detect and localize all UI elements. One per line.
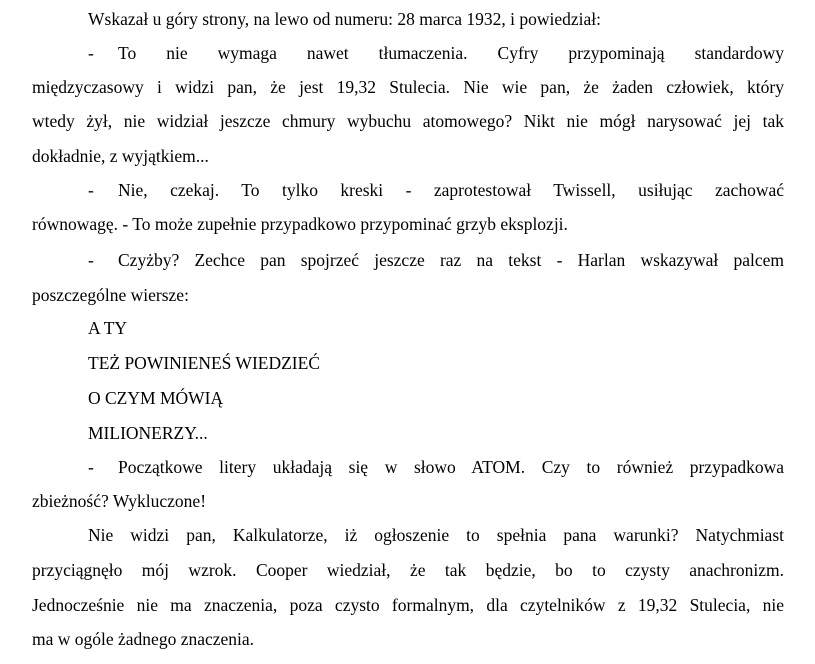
paragraph-line: dokładnie, z wyjątkiem...	[32, 146, 209, 166]
paragraph-line: poszczególne wiersze:	[32, 285, 189, 305]
paragraph-line: międzyczasowy i widzi pan, że jest 19,32 Stulecia. Nie wie pan, że żaden człowiek, który	[32, 77, 784, 97]
paragraph-line: równowagę. - To może zupełnie przypadkowo przypominać grzyb eksplozji.	[32, 214, 568, 234]
paragraph-line: ma w ogóle żadnego znaczenia.	[32, 629, 255, 649]
dialogue-text: Początkowe litery układają się w słowo ATOM. Czy to również przypadkowa	[118, 457, 784, 477]
paragraph-line: Wskazał u góry strony, na lewo od numeru: 28 marca 1932, i powiedział:	[88, 9, 602, 29]
dialogue-line	[88, 457, 784, 477]
paragraph-line: przyciągnęło mój wzrok. Cooper wiedział, że tak będzie, bo to czysty anachronizm.	[32, 560, 784, 580]
verse-line: O CZYM MÓWIĄ	[88, 388, 224, 408]
dialogue-dash: -	[88, 43, 94, 63]
paragraph-line: wtedy żył, nie widział jeszcze chmury wybuchu atomowego? Nikt nie mógł narysować jej tak	[32, 111, 784, 131]
verse-line: TEŻ POWINIENEŚ WIEDZIEĆ	[88, 353, 320, 373]
dialogue-line	[88, 250, 784, 270]
verse-line: MILIONERZY...	[88, 423, 208, 443]
paragraph-line: Nie widzi pan, Kalkulatorze, iż ogłoszenie to spełnia pana warunki? Natychmiast	[88, 525, 784, 545]
verse-line: A TY	[88, 318, 128, 338]
dialogue-text: Nie, czekaj. To tylko kreski - zaprotestował Twissell, usiłując zachować	[118, 180, 784, 200]
dialogue-dash: -	[88, 180, 94, 200]
dialogue-dash: -	[88, 250, 94, 270]
dialogue-dash: -	[88, 457, 94, 477]
paragraph-line: Jednocześnie nie ma znaczenia, poza czysto formalnym, dla czytelników z 19,32 Stulecia, nie	[32, 595, 784, 615]
paragraph-line: zbieżność? Wykluczone!	[32, 491, 207, 511]
dialogue-line	[88, 180, 784, 200]
dialogue-text: To nie wymaga nawet tłumaczenia. Cyfry przypominają standardowy	[118, 43, 784, 63]
dialogue-line	[88, 43, 784, 63]
dialogue-text: Czyżby? Zechce pan spojrzeć jeszcze raz na tekst - Harlan wskazywał palcem	[118, 250, 784, 270]
